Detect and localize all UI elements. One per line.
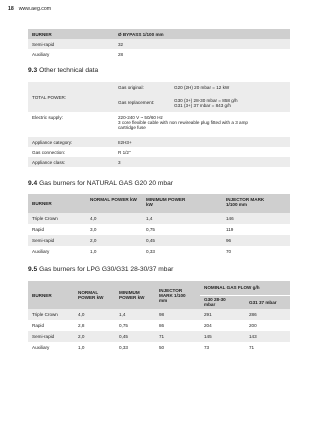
cell: 145 (204, 334, 212, 339)
header-line: mbar (204, 302, 216, 308)
cell: 286 (249, 312, 257, 317)
section-number: 9.4 (28, 180, 38, 187)
cell: 0,45 (119, 334, 128, 339)
cell: G20 (2H) 20 mbar = 12 kW (174, 85, 230, 90)
col-header: G31 37 mbar (245, 295, 290, 309)
header-line: MARK 1/100 (159, 292, 186, 298)
table-row (28, 49, 290, 59)
cell: Gas connection: (32, 149, 66, 155)
col-header: NORMAL POWER kW (90, 197, 137, 202)
col-header: NOMINAL GAS FLOW g/h (204, 285, 260, 291)
table-row (28, 137, 290, 147)
col-header: BURNER (32, 292, 52, 298)
cell: 1,4 (119, 312, 126, 317)
section-heading: Gas burners for LPG G30/G31 28-30/37 mbar (39, 266, 174, 273)
table-row (28, 320, 290, 331)
cell: Semi-rapid (32, 41, 55, 47)
col-header (142, 194, 222, 213)
page-number: 18 (8, 6, 14, 12)
cell: 0,75 (119, 323, 128, 328)
cell: 0,75 (146, 227, 155, 232)
cell: 28 (118, 51, 124, 57)
header-line: INJECTOR (159, 287, 183, 293)
col-header (74, 281, 115, 309)
cell: Auxiliary (32, 51, 50, 57)
table-row (28, 112, 290, 137)
cell: R 1/2" (118, 149, 131, 155)
cell: II2H3+ (118, 139, 132, 145)
cell: 2,0 (90, 238, 97, 243)
cell: TOTAL POWER: (32, 94, 67, 100)
header-line: G30 28-30 (204, 297, 226, 303)
col-header (115, 281, 155, 309)
cell: Triple Crown (32, 216, 58, 221)
cell-line: 3 core flexible cable with non rewireable plug fitted with a 3 amp (118, 120, 248, 125)
cell: 0,33 (119, 345, 128, 350)
col-header: Ø BYPASS 1/100 mm (118, 31, 164, 37)
header-line: MINIMUM (119, 290, 140, 295)
cell: Semi-rapid (32, 334, 55, 339)
cell: 143 (249, 334, 257, 339)
cell: 70 (226, 249, 232, 254)
cell: Rapid (32, 227, 45, 232)
header-line: MINIMUM POWER (146, 197, 186, 202)
table-row (28, 213, 290, 224)
table-row (28, 235, 290, 246)
lpg-burners-table (28, 281, 290, 353)
cell: 71 (159, 334, 165, 339)
cell: 3,0 (90, 227, 97, 232)
cell: 119 (226, 227, 234, 232)
bypass-table (28, 29, 290, 59)
natural-gas-burners-table (28, 194, 290, 257)
cell: Auxiliary (32, 345, 50, 350)
cell (114, 112, 290, 137)
page-header (8, 6, 51, 12)
section-heading: Gas burners for NATURAL GAS G20 20 mbar (39, 180, 173, 187)
section-number: 9.5 (28, 266, 38, 273)
cell: Gas original: (118, 85, 144, 90)
col-header (222, 194, 290, 213)
cell: 1,0 (90, 249, 97, 254)
table-row (28, 157, 290, 167)
header-line: kW (146, 202, 153, 207)
cell: Triple Crown (32, 312, 58, 317)
cell: Semi-rapid (32, 238, 55, 243)
cell: 204 (204, 323, 212, 328)
cell: 200 (249, 323, 257, 328)
cell: 73 (204, 345, 210, 350)
col-header (155, 281, 200, 309)
cell-line: 220-240 V ~ 50/60 Hz (118, 115, 163, 120)
header-line: INJECTOR MARK (226, 197, 265, 202)
cell: Gas replacement: (118, 100, 155, 105)
table-row (28, 224, 290, 235)
cell: 1,4 (146, 216, 153, 221)
col-header: BURNER (32, 31, 52, 37)
cell: 4,0 (78, 312, 85, 317)
table-row (28, 82, 290, 93)
cell-line: cartridge fuse (118, 125, 146, 130)
section-number: 9.3 (28, 67, 38, 74)
cell: Auxiliary (32, 249, 50, 254)
table-row (28, 342, 290, 353)
cell-line: G30 (3+) 28-30 mbar = 858 g/h (174, 97, 238, 103)
other-technical-data-table (28, 82, 290, 167)
section-title-9-3 (28, 67, 98, 74)
header-line: POWER kW (78, 295, 104, 300)
cell: 86 (159, 323, 165, 328)
table-row (28, 39, 290, 49)
col-header: BURNER (32, 201, 52, 206)
cell: 1,0 (78, 345, 85, 350)
cell: 98 (159, 312, 165, 317)
cell: 146 (226, 216, 234, 221)
section-title-9-5 (28, 266, 173, 273)
header-line: POWER kW (119, 295, 145, 300)
cell: 0,45 (146, 238, 155, 243)
cell: 32 (118, 41, 124, 47)
cell: 71 (249, 345, 255, 350)
header-line: 1/100 mm (226, 202, 247, 207)
table-row (28, 309, 290, 320)
cell: Appliance category: (32, 139, 73, 145)
cell (170, 93, 290, 112)
table-row (28, 147, 290, 157)
cell: Rapid (32, 323, 45, 328)
cell: 4,0 (90, 216, 97, 221)
table-row (28, 246, 290, 257)
cell: 2,8 (78, 323, 85, 328)
header-line: NORMAL (78, 290, 99, 295)
cell: Appliance class: (32, 159, 66, 165)
cell: 2,0 (78, 334, 85, 339)
cell: 96 (226, 238, 232, 243)
cell: 50 (159, 345, 165, 350)
section-title-9-4 (28, 180, 173, 187)
site-url: www.aeg.com (18, 6, 52, 12)
cell-line: G31 (3+) 37 mbar = 843 g/h (174, 102, 231, 108)
cell: 3 (118, 159, 121, 165)
header-line: mm (159, 297, 168, 303)
section-heading: Other technical data (39, 67, 99, 74)
table-row (28, 331, 290, 342)
cell: 291 (204, 312, 212, 317)
cell: Electric supply: (32, 115, 63, 120)
cell: 0,33 (146, 249, 155, 254)
col-header (200, 295, 245, 309)
